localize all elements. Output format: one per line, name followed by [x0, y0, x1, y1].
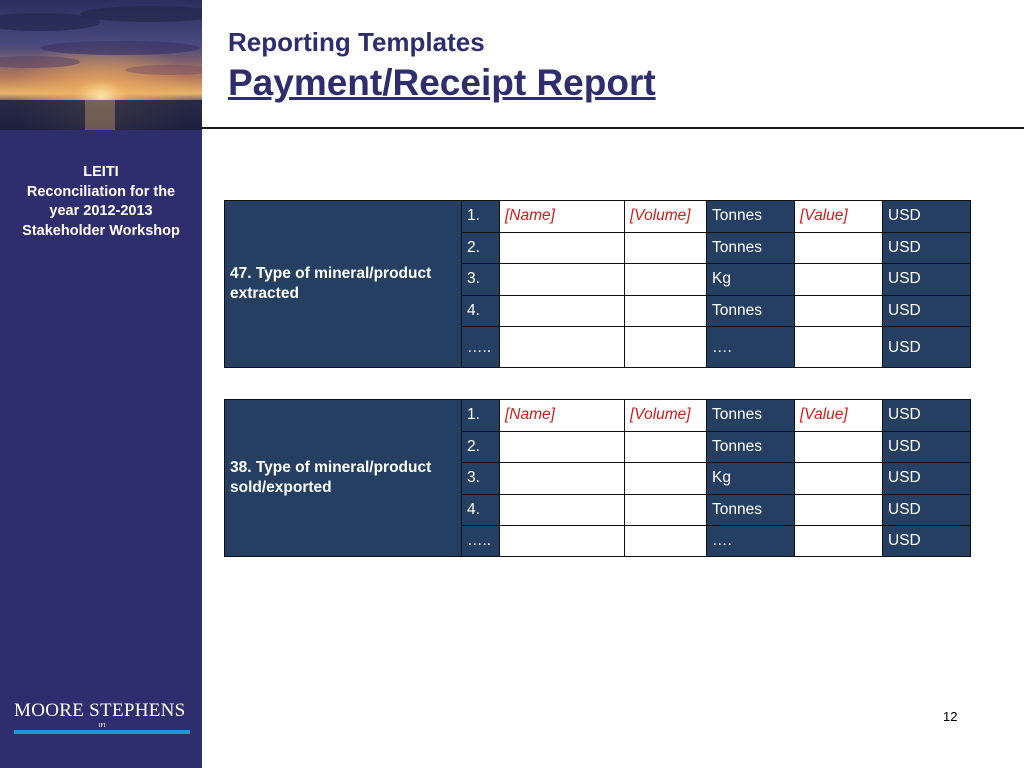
caption-line: year 2012-2013: [49, 203, 153, 219]
row-number: 2.: [462, 432, 500, 463]
unit-cell: Tonnes: [707, 400, 795, 432]
value-cell[interactable]: [Value]: [795, 400, 883, 432]
name-cell[interactable]: [500, 264, 625, 296]
row-number: …..: [462, 526, 500, 557]
value-cell[interactable]: [795, 495, 883, 526]
workshop-caption: [0, 163, 202, 241]
sunset-header-image: [0, 0, 202, 130]
currency-cell: USD: [883, 327, 971, 368]
title-divider: [202, 127, 1024, 129]
volume-cell[interactable]: [625, 495, 707, 526]
unit-cell: Tonnes: [707, 432, 795, 463]
row-number: 4.: [462, 296, 500, 327]
name-cell[interactable]: [Name]: [500, 400, 625, 432]
row-group-label: 38. Type of mineral/product sold/exported: [225, 400, 462, 557]
unit-cell: Tonnes: [707, 495, 795, 526]
value-cell[interactable]: [795, 327, 883, 368]
unit-cell: Tonnes: [707, 233, 795, 264]
page-number: 12: [943, 709, 958, 724]
section-subtitle: Reporting Templates: [228, 27, 485, 57]
moore-stephens-logo: [14, 700, 190, 734]
name-cell[interactable]: [500, 432, 625, 463]
extracted-report-table: [224, 200, 971, 368]
currency-cell: USD: [883, 296, 971, 327]
logo-underline-bar: [14, 730, 190, 734]
volume-cell[interactable]: [Volume]: [625, 201, 707, 233]
currency-cell: USD: [883, 264, 971, 296]
logo-text: MOORE STEPHENS: [14, 700, 186, 721]
name-cell[interactable]: [500, 526, 625, 557]
table-row: [225, 201, 971, 233]
row-number: 1.: [462, 400, 500, 432]
table-row: [225, 400, 971, 432]
name-cell[interactable]: [500, 233, 625, 264]
value-cell[interactable]: [795, 264, 883, 296]
page-title: Payment/Receipt Report: [228, 62, 656, 103]
unit-cell: ….: [707, 327, 795, 368]
name-cell[interactable]: [500, 495, 625, 526]
value-cell[interactable]: [795, 233, 883, 264]
sold-exported-report-table: [224, 399, 971, 557]
volume-cell[interactable]: [625, 526, 707, 557]
value-cell[interactable]: [795, 526, 883, 557]
name-cell[interactable]: [500, 463, 625, 495]
volume-cell[interactable]: [625, 296, 707, 327]
unit-cell: Tonnes: [707, 296, 795, 327]
sidebar: [0, 0, 202, 768]
currency-cell: USD: [883, 526, 971, 557]
caption-line: Reconciliation for the: [26, 183, 176, 200]
unit-cell: Kg: [707, 264, 795, 296]
currency-cell: USD: [883, 400, 971, 432]
unit-cell: Kg: [707, 463, 795, 495]
caption-line: Stakeholder Workshop: [22, 222, 180, 239]
unit-cell: ….: [707, 526, 795, 557]
currency-cell: USD: [883, 432, 971, 463]
row-number: 1.: [462, 201, 500, 233]
currency-cell: USD: [883, 201, 971, 233]
value-cell[interactable]: [795, 432, 883, 463]
unit-cell: Tonnes: [707, 201, 795, 233]
currency-cell: USD: [883, 463, 971, 495]
row-number: 3.: [462, 463, 500, 495]
value-cell[interactable]: [Value]: [795, 201, 883, 233]
name-cell[interactable]: [500, 296, 625, 327]
row-number: 3.: [462, 264, 500, 296]
volume-cell[interactable]: [625, 233, 707, 264]
value-cell[interactable]: [795, 296, 883, 327]
caption-line: LEITI: [83, 164, 119, 180]
name-cell[interactable]: [Name]: [500, 201, 625, 233]
logo-subtext: IFI: [98, 723, 106, 729]
currency-cell: USD: [883, 233, 971, 264]
row-number: 2.: [462, 233, 500, 264]
row-number: 4.: [462, 495, 500, 526]
volume-cell[interactable]: [Volume]: [625, 400, 707, 432]
volume-cell[interactable]: [625, 264, 707, 296]
volume-cell[interactable]: [625, 432, 707, 463]
volume-cell[interactable]: [625, 327, 707, 368]
name-cell[interactable]: [500, 327, 625, 368]
row-number: …..: [462, 327, 500, 368]
currency-cell: USD: [883, 495, 971, 526]
volume-cell[interactable]: [625, 463, 707, 495]
row-group-label: 47. Type of mineral/product extracted: [225, 201, 462, 368]
value-cell[interactable]: [795, 463, 883, 495]
